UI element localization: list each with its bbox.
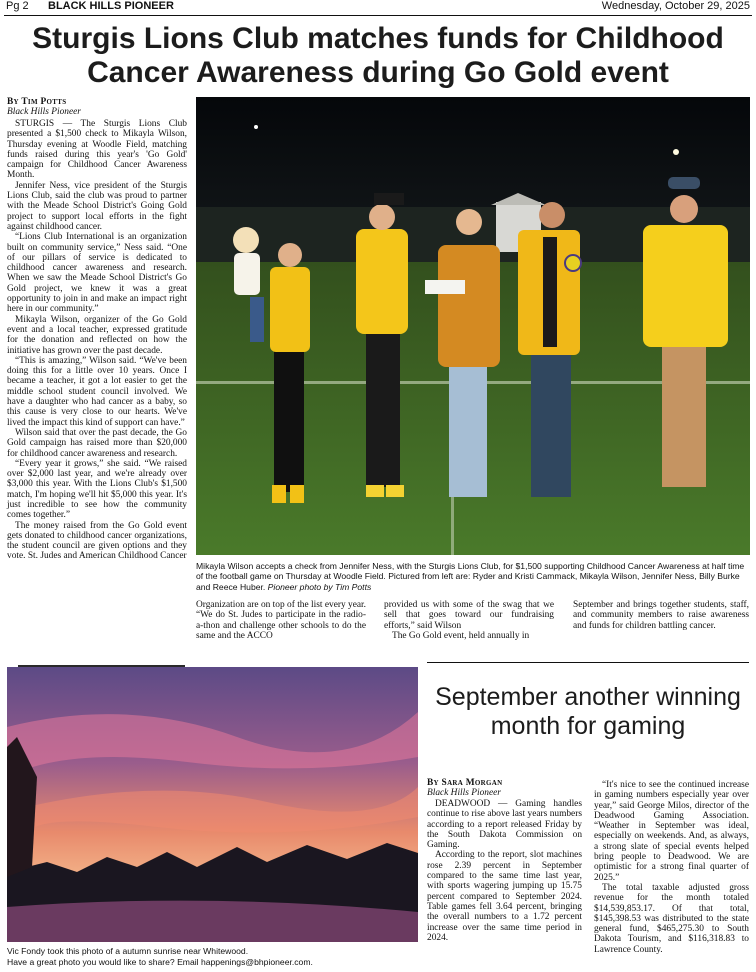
story2-column-2	[594, 780, 749, 955]
caption-line-2: Have a great photo you would like to share? Email happenings@bhpioneer.com.	[7, 957, 313, 967]
page-number: Pg 2	[6, 0, 29, 12]
paragraph: “Every year it grows,” she said. “We raised over $2,000 last year, and we're already over $3,000 this year. With the Lions Club's $1,500 match, I'm hoping we'll hit $5,000 this year. It's just incredible to see how the community comes together.”	[7, 458, 187, 521]
story1-column-3	[384, 600, 554, 641]
page-header	[0, 0, 756, 15]
paragraph: The money raised from the Go Gold event gets donated to childhood cancer organizations, the student council are given options and they vote. St. Judes and American Childhood Cancer	[7, 520, 187, 562]
caption-text: Mikayla Wilson accepts a check from Jennifer Ness, with the Sturgis Lions Club, for $1,500 supporting Childhood Cancer Awareness at half time of the football game on Thursday at Woodle Field. Pictured from left are: Ryder and Kristi Cammack, Mikayla Wilson, Jennifer Ness, Billy Burke and Reece Huber.	[196, 561, 745, 592]
paragraph: Jennifer Ness, vice president of the Sturgis Lions Club, said the club was proud to partner with the Meade School District's Going Gold project to support local efforts in the fight against childhood cancer.	[7, 180, 187, 232]
story2-headline: September another winning month for gaming	[435, 683, 741, 740]
story1-column-4	[573, 600, 749, 631]
check-presentation-photo	[196, 97, 750, 555]
story2-column-1	[427, 778, 582, 943]
header-rule	[4, 15, 752, 16]
story2-byline: By Sara Morgan	[427, 778, 503, 788]
paragraph: “This is amazing,” Wilson said. “We've been doing this for a little over 10 years. Once I became a teacher, it got a lot easier to get the middle school student council involved. We have a daughter who had cancer as a baby, so this cause is very close to our hearts. We've lived the impact this kind of support can have.”	[7, 355, 187, 428]
paragraph: “Lions Club International is an organization built on community service,” Ness said. “One of our pillars of service is dedicated to childhood cancer awareness and research. When we saw the Meade School District's Go Gold project, we knew it was a great opportunity to join in and make an impact right here in our community.”	[7, 232, 187, 315]
paragraph: DEADWOOD — Gaming handles continue to rise above last years numbers according to a report released Friday by the South Dakota Commission on Gaming.	[427, 799, 582, 851]
photo-of-day-caption	[7, 946, 418, 968]
paragraph: “It's nice to see the continued increase in gaming numbers especially year over year,” said George Milos, director of the Deadwood Gaming Association. “Weather in September was ideal, especially on weekends. And, as always, a strong slate of special events helped bring people to Deadwood. We are optimistic for a strong final quarter of 2025.”	[594, 780, 749, 883]
story2-source: Black Hills Pioneer	[427, 788, 501, 798]
story1-headline: Sturgis Lions Club matches funds for Childhood Cancer Awareness during Go Gold event	[32, 22, 724, 89]
story1-byline: By Tim Potts	[7, 97, 67, 107]
story1-source: Black Hills Pioneer	[7, 107, 81, 117]
issue-date: Wednesday, October 29, 2025	[601, 0, 750, 12]
photo-credit: Pioneer photo by Tim Potts	[267, 581, 372, 592]
paper-name: BLACK HILLS PIONEER	[48, 0, 174, 12]
story1-column-2	[196, 600, 366, 641]
paragraph: The total taxable adjusted gross revenue for the month totaled $14,539,853.17. Of that total, $145,398.53 was distributed to the state general fund, $465,275.30 to South Dakota Tourism, and $116,318.83 to Lawrence County.	[594, 882, 749, 955]
story1-column-1	[7, 97, 187, 562]
story1-photo	[196, 97, 750, 555]
story1-body	[7, 119, 187, 562]
paragraph: Wilson said that over the past decade, the Go Gold campaign has raised more than $20,000 for childhood cancer awareness and research.	[7, 427, 187, 459]
paragraph: provided us with some of the swag that we sell that goes toward our fundraising efforts,” said Wilson	[384, 600, 554, 631]
section-rule	[427, 662, 749, 663]
paragraph: The Go Gold event, held annually in	[392, 630, 530, 641]
paragraph: Mikayla Wilson, organizer of the Go Gold event and a local teacher, expressed gratitude for the donation and reflected on how the initiative has grown over the past decade.	[7, 314, 187, 356]
paragraph: STURGIS — The Sturgis Lions Club presented a $1,500 check to Mikayla Wilson, Thursday evening at Woodle Field, matching funds raised during this year's 'Go Gold' campaign for Childhood Cancer Awareness Month.	[7, 119, 187, 181]
person-woman-1	[270, 243, 310, 503]
paragraph: According to the report, slot machines rose 2.39 percent in September compared to the same time last year, with sports wagering jumping up 15.75 percent compared to September 2024. Table games fell 3.64 percent, bringing the overall numbers to a 1.72 percent increase over the same time period in 2024.	[427, 850, 582, 943]
paragraph: Organization are on top of the list every year. “We do St. Judes to participate in the radio-a-thon and challenge other schools to do the same and the ACCO	[196, 600, 366, 641]
caption-line-1: Vic Fondy took this photo of a autumn sunrise near Whitewood.	[7, 946, 249, 956]
paragraph: September and brings together students, staff, and community members to raise awareness and funds for children battling cancer.	[573, 600, 749, 631]
sunrise-image	[7, 667, 418, 942]
story1-caption	[196, 561, 750, 592]
sunrise-photo	[7, 667, 418, 942]
